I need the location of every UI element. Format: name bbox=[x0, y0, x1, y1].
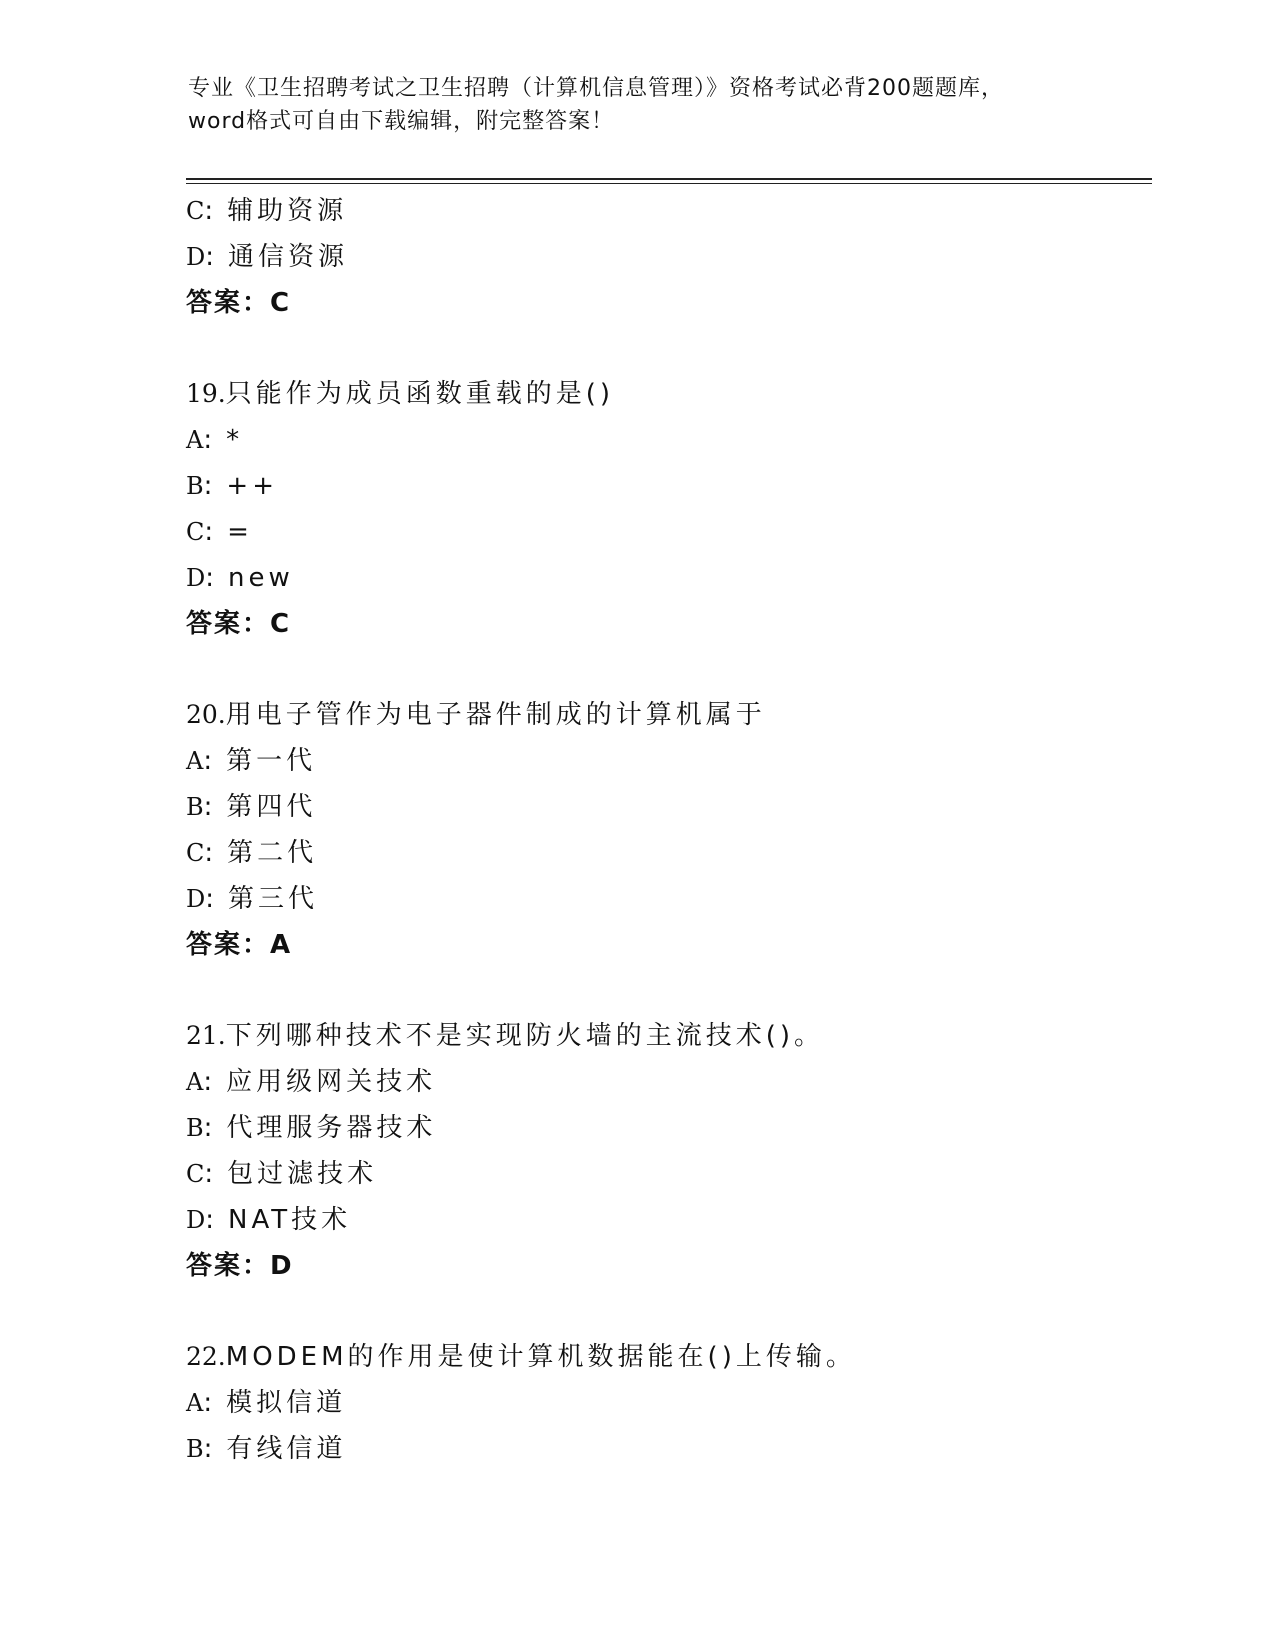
question-list bbox=[186, 188, 1146, 1472]
option-d: D: NAT技术 bbox=[186, 1205, 352, 1235]
option-d: D: 第三代 bbox=[186, 884, 319, 914]
option-key: C bbox=[186, 518, 205, 546]
option-a: A: * bbox=[186, 425, 244, 455]
question-number: 19. bbox=[186, 379, 226, 408]
answer-value: A bbox=[270, 930, 293, 960]
answer-line bbox=[186, 922, 1146, 968]
option-text: 辅助资源 bbox=[227, 196, 348, 226]
header-divider bbox=[186, 178, 1152, 184]
option-key: D bbox=[186, 564, 206, 592]
option-text: 应用级网关技术 bbox=[226, 1067, 437, 1097]
option-key: D bbox=[186, 1206, 206, 1234]
question-text: 用电子管作为电子器件制成的计算机属于 bbox=[225, 700, 766, 730]
option-c: C: 包过滤技术 bbox=[186, 1159, 378, 1189]
option-key: B bbox=[186, 1114, 204, 1142]
option-key: A bbox=[186, 747, 204, 775]
option-key: B bbox=[186, 793, 204, 821]
option-key: A bbox=[186, 1389, 204, 1417]
question-number: 22. bbox=[186, 1342, 226, 1371]
option-text: 通信资源 bbox=[228, 242, 349, 272]
option-key: C bbox=[186, 839, 205, 867]
option-text: NAT技术 bbox=[228, 1205, 352, 1235]
option-text: 第二代 bbox=[227, 838, 318, 868]
option-b: B: 第四代 bbox=[186, 792, 317, 822]
option-text: ++ bbox=[226, 471, 278, 501]
option-text: 第四代 bbox=[226, 792, 317, 822]
question-text: 只能作为成员函数重载的是() bbox=[225, 379, 615, 409]
answer-label: 答案： bbox=[186, 1251, 271, 1281]
question-text: 下列哪种技术不是实现防火墙的主流技术()。 bbox=[225, 1021, 825, 1051]
option-text: 包过滤技术 bbox=[227, 1159, 378, 1189]
option-c: C: 第二代 bbox=[186, 838, 318, 868]
document-header bbox=[188, 72, 1088, 138]
answer-label: 答案： bbox=[186, 609, 271, 639]
option-b: B: 有线信道 bbox=[186, 1434, 347, 1464]
option-key: A bbox=[186, 1068, 204, 1096]
option-a: A: 应用级网关技术 bbox=[186, 1067, 437, 1097]
header-line-2: word格式可自由下载编辑，附完整答案！ bbox=[188, 109, 615, 134]
option-key: B bbox=[186, 1435, 204, 1463]
option-b: B: ++ bbox=[186, 471, 278, 501]
header-line-1: 专业《卫生招聘考试之卫生招聘（计算机信息管理）》资格考试必背200题题库， bbox=[188, 76, 1004, 101]
option-key: C bbox=[186, 1160, 205, 1188]
option-d: D: new bbox=[186, 563, 294, 593]
option-b: B: 代理服务器技术 bbox=[186, 1113, 437, 1143]
option-text: 代理服务器技术 bbox=[226, 1113, 437, 1143]
answer-value: D bbox=[270, 1251, 294, 1281]
option-text: 第三代 bbox=[228, 884, 319, 914]
option-c: C: = bbox=[186, 517, 253, 547]
option-a: A: 模拟信道 bbox=[186, 1388, 347, 1418]
option-a: A: 第一代 bbox=[186, 746, 317, 776]
option-key: B bbox=[186, 472, 204, 500]
answer-label: 答案： bbox=[186, 930, 271, 960]
question-stem bbox=[186, 1334, 1146, 1380]
option-c: C: 辅助资源 bbox=[186, 196, 348, 226]
question-stem bbox=[186, 1013, 1146, 1059]
question-stem bbox=[186, 371, 1146, 417]
option-key: A bbox=[186, 426, 204, 454]
option-text: 有线信道 bbox=[226, 1434, 347, 1464]
answer-value: C bbox=[270, 609, 292, 639]
option-text: 模拟信道 bbox=[226, 1388, 347, 1418]
answer-line bbox=[186, 601, 1146, 647]
question-number: 21. bbox=[186, 1021, 226, 1050]
option-text: new bbox=[228, 563, 294, 593]
question-stem bbox=[186, 692, 1146, 738]
option-text: = bbox=[227, 517, 253, 547]
answer-value: C bbox=[270, 288, 292, 318]
answer-line bbox=[186, 280, 1146, 326]
answer-label: 答案： bbox=[186, 288, 271, 318]
question-text: MODEM的作用是使计算机数据能在()上传输。 bbox=[225, 1342, 856, 1372]
answer-line bbox=[186, 1243, 1146, 1289]
option-key: D bbox=[186, 243, 206, 271]
option-key: C bbox=[186, 197, 205, 225]
option-text: * bbox=[226, 425, 244, 455]
question-number: 20. bbox=[186, 700, 226, 729]
option-key: D bbox=[186, 885, 206, 913]
option-d: D: 通信资源 bbox=[186, 242, 349, 272]
option-text: 第一代 bbox=[226, 746, 317, 776]
